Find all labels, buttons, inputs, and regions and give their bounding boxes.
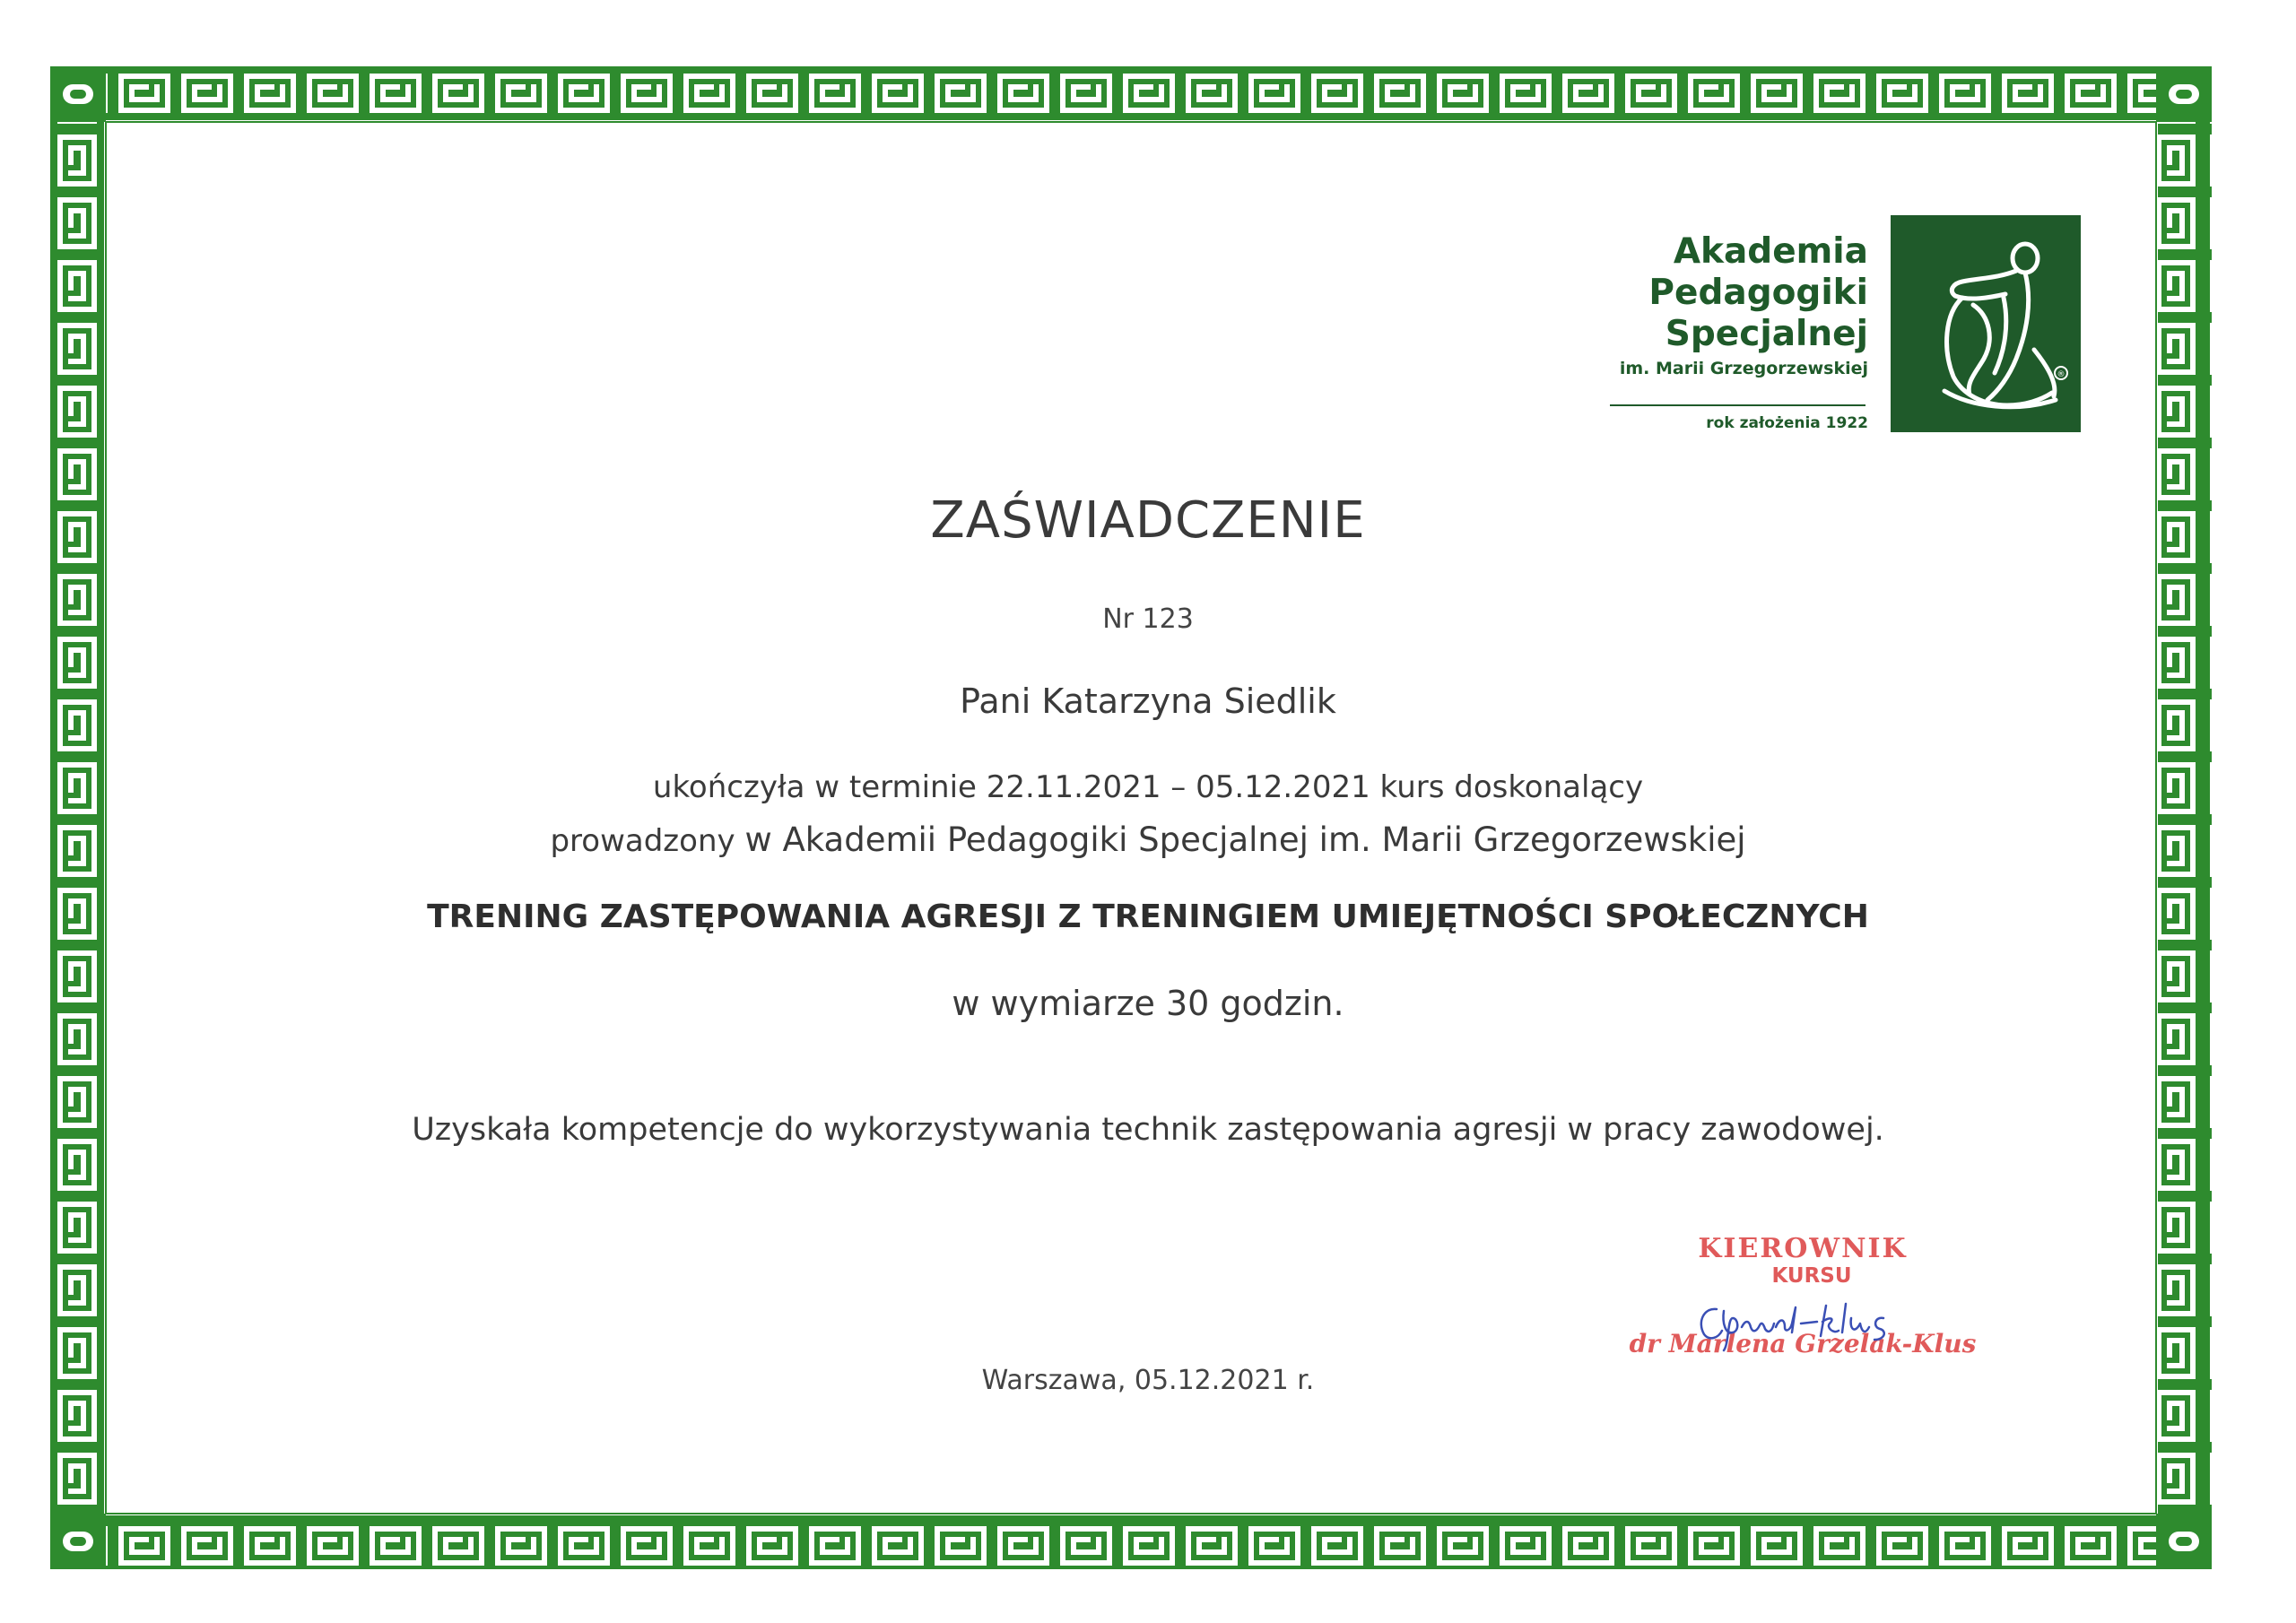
- certificate-title: ZAŚWIADCZENIE: [930, 491, 1366, 550]
- seated-figure-icon: [1891, 215, 2081, 432]
- stamp-signer-name: dr Marlena Grzelak-Klus: [1629, 1329, 1977, 1358]
- logo-divider: [1610, 404, 1866, 406]
- place-and-date: Warszawa, 05.12.2021 r.: [981, 1365, 1315, 1396]
- institution-name-line1: Akademia: [1673, 231, 1868, 272]
- institution-patron: im. Marii Grzegorzewskiej: [1619, 359, 1868, 378]
- founded-year: rok założenia 1922: [1706, 414, 1868, 432]
- institution-name-line3: Specjalnej: [1665, 314, 1868, 354]
- registered-mark: ®: [2057, 370, 2066, 379]
- institution-name-line2: Pedagogiki: [1648, 273, 1868, 313]
- institution-logo: [1891, 215, 2081, 432]
- provider-prefix: prowadzony: [550, 823, 745, 859]
- certificate-number: Nr 123: [1102, 603, 1194, 635]
- provider-name: w Akademii Pedagogiki Specjalnej im. Marii Grzegorzewskiej: [744, 820, 1746, 859]
- stamp-role-line1: KIEROWNIK: [1698, 1233, 1908, 1264]
- course-title: TRENING ZASTĘPOWANIA AGRESJI Z TRENINGIEM UMIEJĘTNOŚCI SPOŁECZNYCH: [427, 898, 1869, 935]
- recipient-name: Pani Katarzyna Siedlik: [960, 681, 1336, 721]
- stamp-role-line2: KURSU: [1771, 1264, 1852, 1288]
- handwritten-signature: [1686, 1291, 1937, 1358]
- completion-line: ukończyła w terminie 22.11.2021 – 05.12.2021 kurs doskonalący: [652, 769, 1644, 805]
- institution-name: [1620, 231, 1868, 382]
- competence-statement: Uzyskała kompetencje do wykorzystywania technik zastępowania agresji w pracy zawodowej.: [412, 1112, 1884, 1148]
- provider-line: [0, 820, 2296, 859]
- course-hours: w wymiarze 30 godzin.: [952, 984, 1344, 1023]
